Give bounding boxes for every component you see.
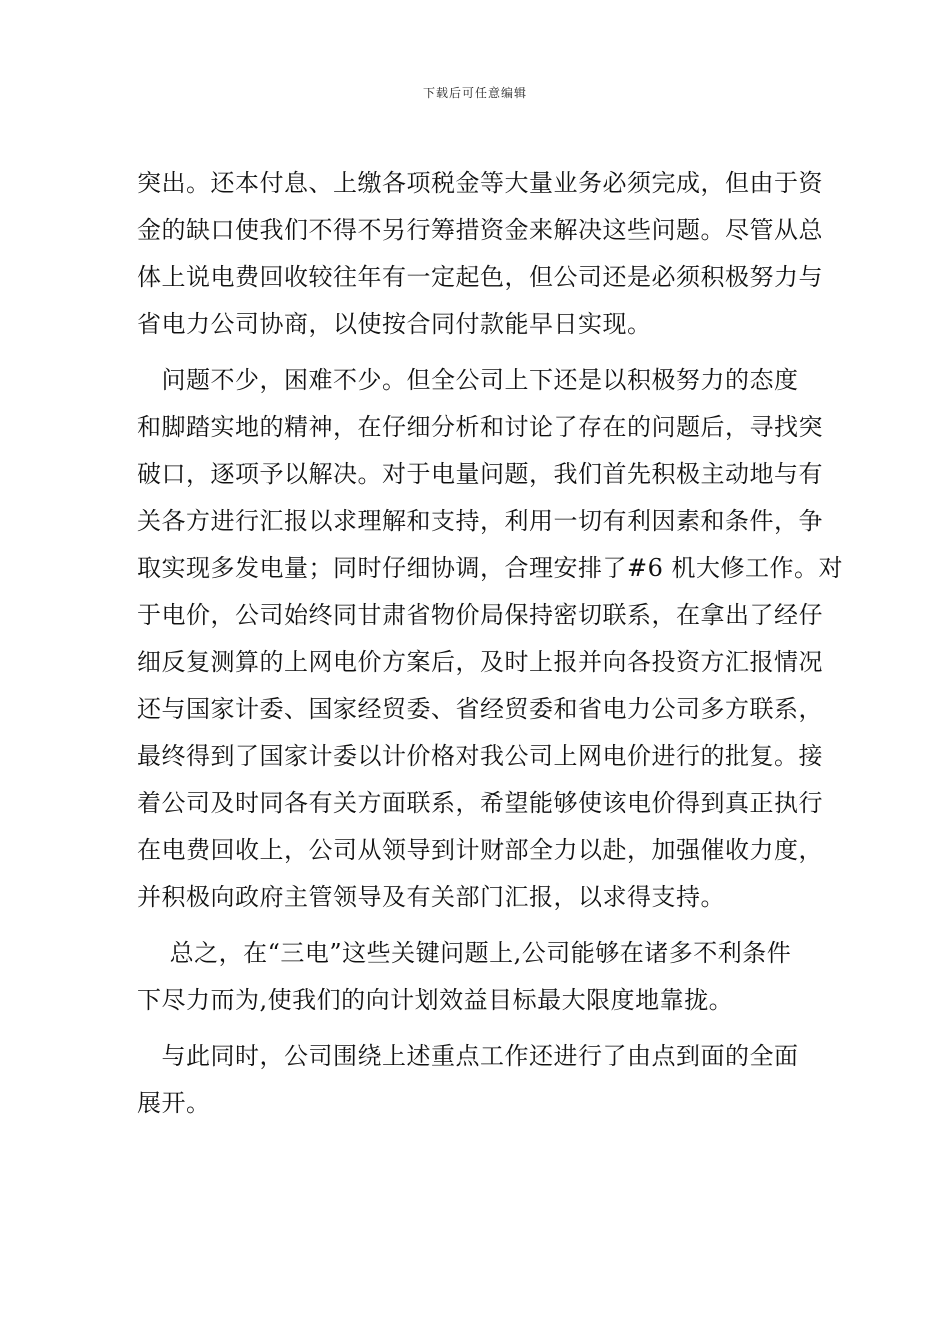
text-line: 在电费回收上，公司从领导到计财部全力以赴，加强催收力度， <box>137 836 823 864</box>
text-line: 问题不少，困难不少。但全公司上下还是以积极努力的态度 <box>137 366 799 394</box>
text-line: 细反复测算的上网电价方案后，及时上报并向各投资方汇报情况 <box>137 648 823 676</box>
text-line: 和脚踏实地的精神，在仔细分析和讨论了存在的问题后，寻找突 <box>137 413 823 441</box>
text-line: 金的缺口使我们不得不另行筹措资金来解决这些问题。尽管从总 <box>137 216 823 244</box>
text-line: 下尽力而为,使我们的向计划效益目标最大限度地靠拢。 <box>137 986 734 1014</box>
text-line: 着公司及时同各有关方面联系，希望能够使该电价得到真正执行 <box>137 789 823 817</box>
text-line: 总之，在“三电”这些关键问题上,公司能够在诸多不利条件 <box>137 939 792 967</box>
paragraph-3 <box>137 930 861 1024</box>
text-line: 省电力公司协商，以使按合同付款能早日实现。 <box>137 310 652 338</box>
text-line: 取实现多发电量；同时仔细协调，合理安排了#6 机大修工作。对 <box>137 554 844 582</box>
text-line: 并积极向政府主管领导及有关部门汇报，以求得支持。 <box>137 883 725 911</box>
text-line: 展开。 <box>137 1089 211 1117</box>
text-line: 与此同时，公司围绕上述重点工作还进行了由点到面的全面 <box>137 1042 799 1070</box>
paragraph-1 <box>137 160 861 348</box>
text-line: 突出。还本付息、上缴各项税金等大量业务必须完成，但由于资 <box>137 169 823 197</box>
text-line: 于电价，公司始终同甘肃省物价局保持密切联系，在拿出了经仔 <box>137 601 823 629</box>
text-line: 体上说电费回收较往年有一定起色，但公司还是必须积极努力与 <box>137 263 823 291</box>
text-line: 最终得到了国家计委以计价格对我公司上网电价进行的批复。接 <box>137 742 823 770</box>
text-line: 破口，逐项予以解决。对于电量问题，我们首先积极主动地与有 <box>137 460 823 488</box>
text-line: 还与国家计委、国家经贸委、省经贸委和省电力公司多方联系， <box>137 695 823 723</box>
document-body <box>137 160 861 1127</box>
text-line: 关各方进行汇报以求理解和支持，利用一切有利因素和条件，争 <box>137 507 823 535</box>
paragraph-4 <box>137 1033 861 1127</box>
paragraph-2 <box>137 357 861 921</box>
page-header: 下载后可任意编辑 <box>422 86 527 100</box>
